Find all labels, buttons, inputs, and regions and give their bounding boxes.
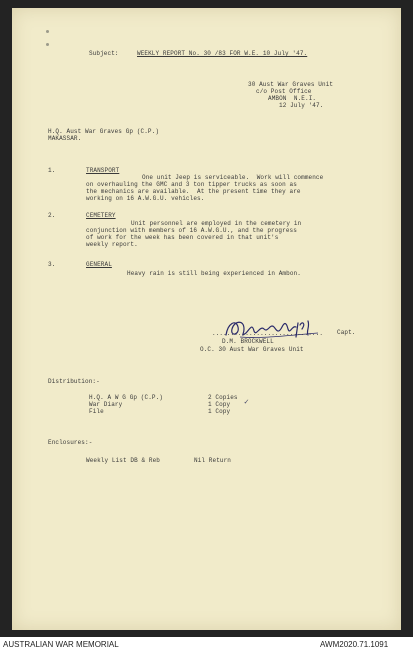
section-number: 1. bbox=[48, 167, 56, 174]
enclosures-label: Enclosures:- bbox=[48, 439, 93, 446]
section-text-line: weekly report. bbox=[86, 241, 138, 248]
section-text-line: of work for the week has been covered in that unit's bbox=[86, 234, 279, 241]
enclosure-item: Weekly List DB & Reb bbox=[86, 457, 161, 464]
signature-rank: Capt. bbox=[337, 329, 356, 336]
section-text-line: on overhauling the GMC and 3 ton tipper trucks as soon as bbox=[86, 181, 297, 188]
distribution-copies: 1 Copy bbox=[208, 401, 231, 408]
section-text-line: working on 16 A.W.G.U. vehicles. bbox=[86, 195, 205, 202]
distribution-recipient: File bbox=[89, 408, 104, 415]
section-heading-general: GENERAL bbox=[86, 261, 112, 268]
section-text-line: One unit Jeep is serviceable. Work will commence bbox=[142, 174, 324, 181]
signature-dotted-line: .............................. bbox=[212, 330, 324, 337]
section-text-line: Heavy rain is still being experienced in Ambon. bbox=[127, 270, 301, 277]
section-heading-transport: TRANSPORT bbox=[86, 167, 120, 174]
sender-address: c/o Post Office bbox=[256, 88, 312, 95]
punch-hole-top bbox=[46, 30, 49, 33]
section-number: 3. bbox=[48, 261, 56, 268]
archive-reference: AWM2020.71.1091 bbox=[320, 640, 389, 649]
handwritten-tick-mark: ✓ bbox=[244, 398, 249, 407]
distribution-label: Distribution:- bbox=[48, 378, 100, 385]
section-text-line: conjunction with members of 16 A.W.G.U., and the progress bbox=[86, 227, 297, 234]
sender-unit: 30 Aust War Graves Unit bbox=[248, 81, 334, 88]
signatory-title: O.C. 30 Aust War Graves Unit bbox=[200, 346, 304, 353]
addressee-line1: H.Q. Aust War Graves Gp (C.P.) bbox=[48, 128, 160, 135]
signatory-name: D.M. BROCKWELL bbox=[222, 338, 274, 345]
distribution-recipient: H.Q. A W G Gp (C.P.) bbox=[89, 394, 164, 401]
subject-label: Subject: bbox=[89, 50, 119, 57]
enclosure-value: Nil Return bbox=[194, 457, 232, 464]
document-page bbox=[12, 8, 401, 630]
report-date: 12 July '47. bbox=[279, 102, 324, 109]
distribution-copies: 2 Copies bbox=[208, 394, 238, 401]
section-text-line: the mechanics are available. At the present time they are bbox=[86, 188, 301, 195]
distribution-recipient: War Diary bbox=[89, 401, 123, 408]
addressee-line2: MAKASSAR. bbox=[48, 135, 82, 142]
section-text-line: Unit personnel are employed in the cemetery in bbox=[131, 220, 302, 227]
sender-location: AMBON N.E.I. bbox=[268, 95, 317, 102]
section-heading-cemetery: CEMETERY bbox=[86, 212, 116, 219]
subject-title: WEEKLY REPORT No. 30 /83 FOR W.E. 10 July '47. bbox=[137, 50, 308, 57]
section-number: 2. bbox=[48, 212, 56, 219]
archive-credit: AUSTRALIAN WAR MEMORIAL bbox=[3, 640, 119, 649]
punch-hole-bottom bbox=[46, 43, 49, 46]
distribution-copies: 1 Copy bbox=[208, 408, 231, 415]
